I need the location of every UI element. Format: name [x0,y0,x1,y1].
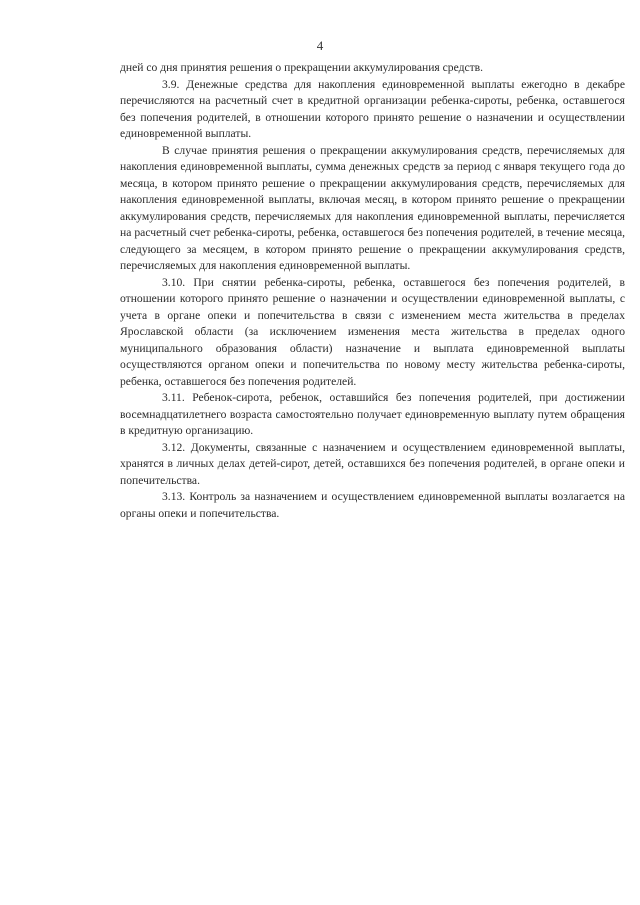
paragraph-3-9: 3.9. Денежные средства для накопления единовременной выплаты ежегодно в декабре перечисляются на расчетный счет в кредитной организации ребенка-сироты, ребенка, оставшегося без попечения родителей, в отношении которого принято решение о назначении и осуществлении единовременной выплаты. [120,77,625,140]
paragraph-continuation: дней со дня принятия решения о прекращении аккумулирования средств. [120,61,484,74]
paragraph-3-13: 3.13. Контроль за назначением и осуществлением единовременной выплаты возлагается на органы опеки и попечительства. [120,490,625,520]
paragraph-3-12: 3.12. Документы, связанные с назначением и осуществлением единовременной выплаты, хранятся в личных делах детей-сирот, детей, оставшихся без попечения родителей, в органе опеки и попечительства. [120,440,625,487]
page-number: 4 [316,38,324,53]
paragraph-3-10: 3.10. При снятии ребенка-сироты, ребенка, оставшегося без попечения родителей, в отношении которого принято решение о назначении и осуществлении единовременной выплаты, с учета в органе опеки и попечительства в связи с изменением места жительства в пределах Ярославской области (за исключением изменения места жительства в пределах одного муниципального образования области) назначение и выплата единовременной выплаты осуществляются органом опеки и попечительства по новому месту жительства ребенка-сироты, ребенка, оставшегося без попечения родителей. [120,275,625,388]
document-body [120,60,625,522]
paragraph-3-11: 3.11. Ребенок-сирота, ребенок, оставшийся без попечения родителей, при достижении восемнадцатилетнего возраста самостоятельно получает единовременную выплату путем обращения в кредитную организацию. [120,391,625,437]
paragraph-3-9-termination: В случае принятия решения о прекращении аккумулирования средств, перечисляемых для накопления единовременной выплаты, сумма денежных средств за период с января текущего года до месяца, в котором принято решение о прекращении аккумулирования средств, перечисляемых для накопления единовременной выплаты, включая месяц, в котором принято решение о прекращении аккумулирования средств, перечисляемых для накопления единовременной выплаты, перечисляется на расчетный счет ребенка-сироты, ребенка, оставшегося без попечения родителей, в течение месяца, следующего за месяцем, в котором принято решение о прекращении аккумулирования средств, перечисляемых для накопления единовременной выплаты. [120,143,625,272]
